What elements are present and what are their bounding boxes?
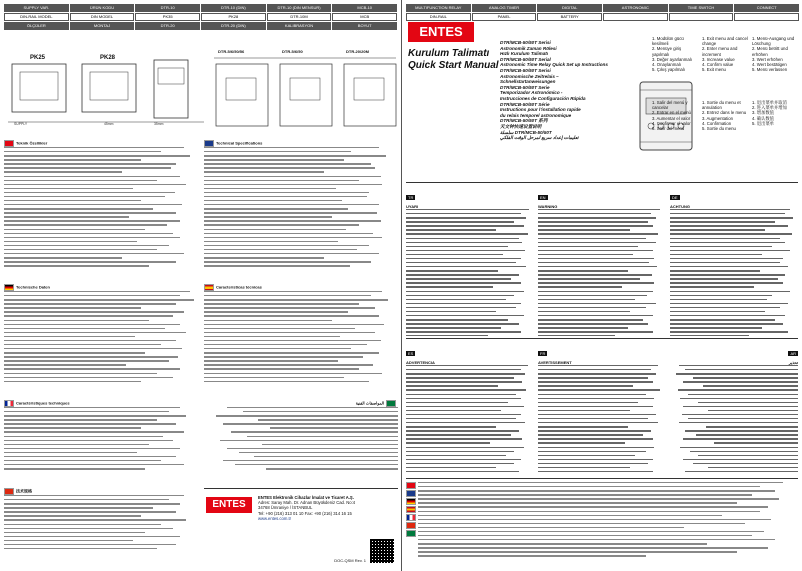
spec-block-zh: [4, 488, 200, 566]
diagram-label: DTR-20/20M: [346, 49, 369, 54]
step: 4. Confirmar el valor: [652, 120, 691, 126]
warning-de: [670, 186, 798, 336]
spec-block-ar: [204, 400, 398, 484]
warning-tr: [406, 186, 534, 336]
header-cell: MULTIFUNCTION RELAY: [406, 4, 471, 12]
header-row: [4, 4, 398, 12]
steps-fr: [702, 100, 748, 131]
warning-title: UYARI: [406, 204, 419, 209]
product-title: Temporizador Astronómico -: [500, 90, 563, 96]
brand-logo-main: ENTES: [408, 22, 474, 42]
header-cell: DTR-20: [135, 22, 200, 30]
step: 1. Modülün gücü kesilmeli: [652, 36, 684, 47]
company-city: 34768 Ümraniye / İSTANBUL: [258, 505, 313, 511]
lang-tag: ES: [408, 351, 414, 356]
product-title: Hızlı Kurulum Talimatı: [500, 51, 549, 57]
header-cell: PANEL: [472, 13, 537, 21]
step: 5. Çıkış yapılmalı: [652, 67, 685, 73]
warning-es: [406, 342, 534, 474]
header-row: [4, 13, 398, 21]
flag-de-icon: [4, 284, 14, 291]
diagram-label: PK25: [30, 55, 46, 61]
spec-text-lines: [4, 495, 200, 549]
header-cell: DTR-10 (DIN): [201, 4, 266, 12]
flag-en-icon: [204, 140, 214, 147]
product-title: Astronomische Zeitrelais –: [500, 73, 559, 79]
section-title: Características técnicas: [216, 284, 262, 290]
step: 5. Sortie du menu: [702, 126, 736, 132]
steps-tr: [652, 36, 698, 72]
header-cell: ASTRONOMIC: [603, 4, 668, 12]
mounting-diagrams: [4, 48, 398, 134]
step: 5. Salir del menú: [652, 126, 685, 132]
step: 1. 退出菜单并取消: [752, 100, 787, 105]
warning-text-lines: [538, 365, 666, 474]
warning-text-lines: [406, 365, 534, 474]
spec-text-lines: [204, 147, 398, 267]
lang-tag: DE: [672, 195, 678, 200]
step: 3. Augmentation: [702, 115, 734, 121]
section-title: المواصفات الفنية: [355, 400, 384, 406]
company-name: ENTES Elektronik Cihazlar İmalat ve Ticaret A.Ş.: [258, 495, 354, 500]
product-titles: [500, 40, 648, 141]
brand-logo: ENTES: [206, 497, 252, 513]
dimension-label: 35mm: [154, 122, 164, 126]
steps-de: [752, 36, 798, 72]
step: 3. Increase value: [702, 56, 735, 62]
spec-text-lines: [204, 291, 398, 382]
divider: [406, 182, 798, 183]
product-title: Instrucciones de Configuración Rápida: [500, 95, 586, 101]
lang-tag: TR: [408, 195, 414, 200]
qr-code[interactable]: [370, 539, 394, 563]
flag-es-icon: [204, 284, 214, 291]
warning-fr: [538, 342, 666, 474]
product-title: Astronomic Time Relay Quick Set up Instructions: [500, 62, 608, 68]
step: 3. Aumentar el valor: [652, 115, 691, 121]
company-footer: [204, 488, 398, 569]
divider: [406, 338, 798, 339]
notes-text-lines: [418, 482, 798, 557]
header-cell: ÜRÜN KODU: [70, 4, 135, 12]
product-title: DTR/MCB-50/50T Série: [500, 101, 550, 107]
header-cell: MCB-10: [332, 4, 397, 12]
product-title: DTR/MCB-50/50T Serie: [500, 84, 550, 90]
diagram-label: PK28: [100, 55, 116, 61]
step: 5. Exit menu: [702, 67, 726, 73]
dimension-label: 45mm: [104, 122, 114, 126]
warning-en: [538, 186, 666, 336]
header-cell: DTR-20 (DIN): [201, 22, 266, 30]
product-title: DTR/MCB-50/50T Serisi: [500, 40, 551, 45]
step: 2. Entrar en el menú: [652, 110, 691, 116]
product-title: تعليمات إعداد سريع لمرحل الوقت الفلكي: [500, 135, 579, 141]
header-cell: ÖLÇÜLER: [4, 22, 69, 30]
diagram-label: DTR-5/6/50: [282, 49, 303, 54]
spec-text-lines: [4, 147, 200, 267]
header-cell: BATTERY: [537, 13, 602, 21]
spec-block-en: [204, 140, 398, 280]
step: 3. 增加数值: [752, 110, 774, 116]
warning-title: ADVERTENCIA: [406, 360, 435, 365]
step: 2. Enter menu and increment: [702, 46, 738, 57]
header-cell: DTR-10: [135, 4, 200, 12]
header-cell: MCB: [332, 13, 397, 21]
company-address: Adres: Saray Mah. Dr. Adnan Büyükdeniz Cad. No:4: [258, 500, 356, 506]
doc-version: DOC-QSM Rev. 1: [334, 558, 366, 563]
steps-zh: [752, 100, 798, 126]
step: 5. Menü verlassen: [752, 67, 788, 73]
spec-text-lines: [4, 291, 200, 382]
step: 4. Onaylanmalı: [652, 62, 681, 68]
warning-text-lines: [538, 209, 666, 336]
flag-ar-icon: [386, 400, 396, 407]
lang-tag: AR: [790, 351, 796, 356]
warning-ar: [670, 342, 798, 474]
header-cell: DTR-10M: [267, 13, 332, 21]
section-title: Caractéristiques techniques: [16, 400, 70, 406]
header-row: [4, 22, 398, 30]
flag-tr-icon: [406, 482, 416, 489]
header-cell: PK28: [201, 13, 266, 21]
company-phone: Tel: +90 (216) 313 01 10 Fax: +90 (216) 314 16 15: [258, 510, 352, 516]
product-title: Astronomik Zaman Rölesi: [500, 45, 557, 51]
header-cell: PK35: [135, 13, 200, 21]
warning-text-lines: [406, 209, 534, 336]
lang-tag: EN: [540, 195, 546, 200]
product-title: DTR/MCB-50/50T Serial: [500, 56, 551, 62]
step: 1. Salir del menú y cancelar: [652, 100, 688, 111]
divider: [406, 478, 798, 479]
flag-de-icon: [406, 498, 416, 505]
header-cell: DIN-RAIL MODEL: [4, 13, 69, 21]
flag-es-icon: [406, 506, 416, 513]
section-title: Technical Specifications: [216, 140, 263, 146]
product-title: 天文钟快速设置说明: [500, 123, 542, 129]
flag-fr-icon: [4, 400, 14, 407]
warning-text-lines: [670, 209, 798, 336]
warning-title: WARNING: [538, 204, 558, 209]
lang-tag: FR: [540, 351, 546, 356]
diagram-drawing: [4, 48, 398, 134]
flag-zh-icon: [4, 488, 14, 495]
spec-block-de: [4, 284, 200, 396]
header-cell: KALIBRASYON: [267, 22, 332, 30]
diagram-label: DTR-5/6/50/56: [218, 49, 245, 54]
step: 5. 退出菜单: [752, 120, 774, 126]
section-title: Technische Daten: [16, 284, 50, 290]
step: 2. 进入菜单并增加: [752, 105, 787, 111]
step: 2. Menüye giriş yapılmalı: [652, 46, 682, 57]
header-cell: TIME SWITCH: [669, 4, 734, 12]
step: 1. Menü-Ausgang und Löschung: [752, 36, 795, 47]
steps-es: [652, 100, 698, 131]
header-cell: DTR-10 (DIN MENSUR): [267, 4, 332, 12]
header-cell: CONNECT: [734, 4, 799, 12]
warning-title: تحذير: [788, 360, 798, 365]
flag-zh-icon: [406, 522, 416, 529]
title-en: Quick Start Manual: [408, 60, 499, 71]
product-title: DTR/MCB-50/50T Serisi: [500, 67, 551, 73]
flag-ar-icon: [406, 530, 416, 537]
header-cell: DIGITAL: [537, 4, 602, 12]
product-title: DTR/MCB-50/50T 系列: [500, 118, 548, 124]
spec-block-tr: [4, 140, 200, 280]
product-title: Instructions pour l'installation rapide: [500, 107, 581, 113]
section-title: 技术规格: [16, 488, 32, 494]
spec-text-lines: [204, 407, 398, 470]
header-cell: SUPPLY VAR.: [4, 4, 69, 12]
section-title: Teknik Özellikler: [16, 140, 48, 146]
step: 2. Entrez dans le menu: [702, 110, 747, 116]
warning-title: AVERTISSEMENT: [538, 360, 572, 365]
header-cell: BOYUT: [332, 22, 397, 30]
step: 1. Sortie du menu et annulation: [702, 100, 741, 111]
warning-title: ACHTUNG: [670, 204, 690, 209]
step: 3. Wert erhöhen: [752, 56, 783, 62]
header-cell: ANALOG TIMER: [472, 4, 537, 12]
header-cell: DIN-RAIL: [406, 13, 471, 21]
warning-text-lines: [670, 365, 798, 474]
product-title: سلسلة DTR/MCB-50/50T: [500, 129, 552, 135]
header-cell: MONTAJ: [70, 22, 135, 30]
step: 3. Değer ayarlanmalı: [652, 56, 692, 62]
step: 4. 确认数值: [752, 115, 774, 121]
flag-fr-icon: [406, 514, 416, 521]
step: 4. Wert bestätigen: [752, 62, 787, 68]
header-cell: DIN MODEL: [70, 13, 135, 21]
steps-en: [702, 36, 748, 72]
product-title: du relais temporel astronomique: [500, 112, 572, 118]
product-title: Schnellstartanweisungen: [500, 79, 556, 85]
supply-label: SUPPLY: [14, 122, 28, 126]
header-table-left: [4, 4, 398, 31]
flag-en-icon: [406, 490, 416, 497]
bottom-notes: [406, 482, 798, 568]
step: 4. Confirmation: [702, 120, 732, 126]
step: 1. Exit menu and cancel change: [702, 36, 748, 47]
spec-block-fr: [4, 400, 200, 484]
step: 2. Menü betritt und erhöhen: [752, 46, 788, 57]
spec-block-es: [204, 284, 398, 396]
spec-text-lines: [4, 407, 200, 470]
step: 4. Confirm value: [702, 62, 734, 68]
company-website[interactable]: www.entes.com.tr: [258, 515, 292, 521]
title-tr: Kurulum Talimatı: [408, 48, 490, 59]
flag-tr-icon: [4, 140, 14, 147]
